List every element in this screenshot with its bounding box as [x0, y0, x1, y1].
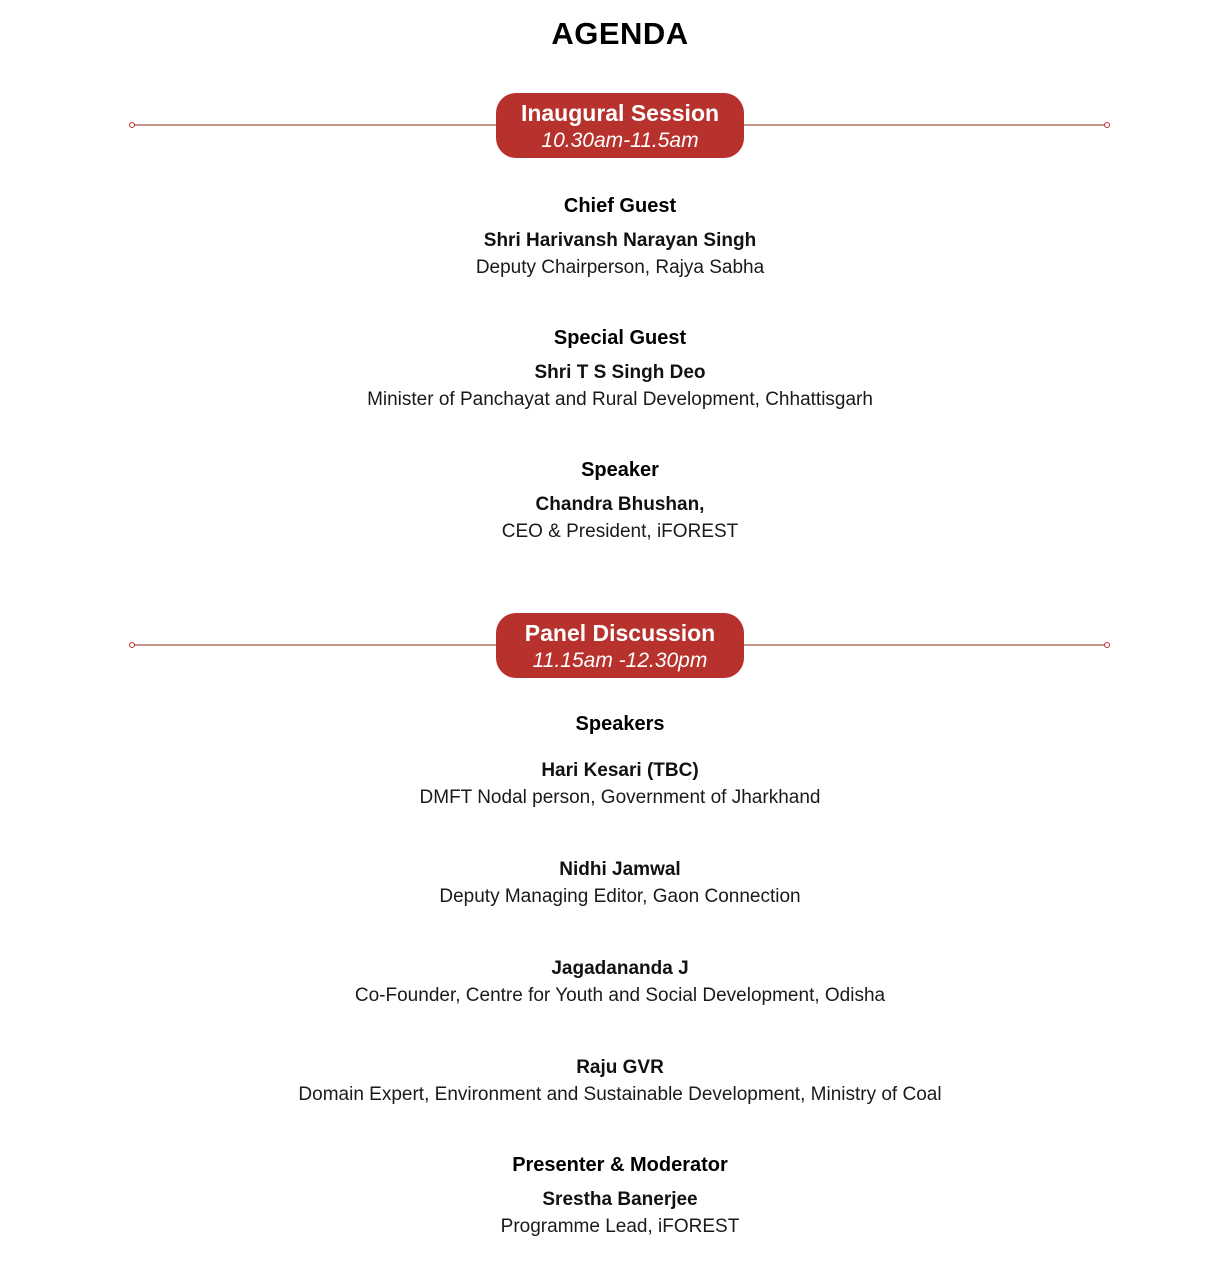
divider-right-dot	[1104, 122, 1110, 128]
divider-right-dot	[1104, 642, 1110, 648]
person-designation: Domain Expert, Environment and Sustainable Development, Ministry of Coal	[298, 1084, 942, 1105]
person-name: Hari Kesari (TBC)	[541, 760, 699, 781]
session-header-panel	[496, 613, 744, 678]
person-name: Shri T S Singh Deo	[534, 362, 706, 383]
person-name: Chandra Bhushan,	[535, 494, 705, 515]
person-designation: Deputy Chairperson, Rajya Sabha	[475, 257, 765, 278]
session-time: 11.15am -12.30pm	[532, 649, 708, 672]
role-heading: Speakers	[575, 713, 665, 735]
page-title: AGENDA	[551, 16, 689, 51]
role-heading: Presenter & Moderator	[512, 1154, 728, 1176]
role-heading: Chief Guest	[563, 195, 677, 217]
divider-left-dot	[129, 122, 135, 128]
session-time: 10.30am-11.5am	[541, 129, 699, 152]
person-name: Shri Harivansh Narayan Singh	[483, 230, 757, 251]
person-designation: Deputy Managing Editor, Gaon Connection	[439, 886, 801, 907]
person-name: Jagadananda J	[551, 958, 689, 979]
person-designation: CEO & President, iFOREST	[501, 521, 739, 542]
person-name: Raju GVR	[576, 1057, 664, 1078]
person-designation: Minister of Panchayat and Rural Development, Chhattisgarh	[367, 389, 873, 410]
role-heading: Special Guest	[553, 327, 687, 349]
session-header-inaugural	[496, 93, 744, 158]
person-name: Nidhi Jamwal	[559, 859, 681, 880]
divider-left-dot	[129, 642, 135, 648]
person-designation: Co-Founder, Centre for Youth and Social Development, Odisha	[354, 985, 886, 1006]
session-title: Inaugural Session	[520, 100, 720, 126]
role-heading: Speaker	[581, 459, 659, 481]
session-title: Panel Discussion	[524, 620, 716, 646]
person-name: Srestha Banerjee	[542, 1189, 698, 1210]
person-designation: DMFT Nodal person, Government of Jharkhand	[419, 787, 821, 808]
person-designation: Programme Lead, iFOREST	[500, 1216, 740, 1237]
